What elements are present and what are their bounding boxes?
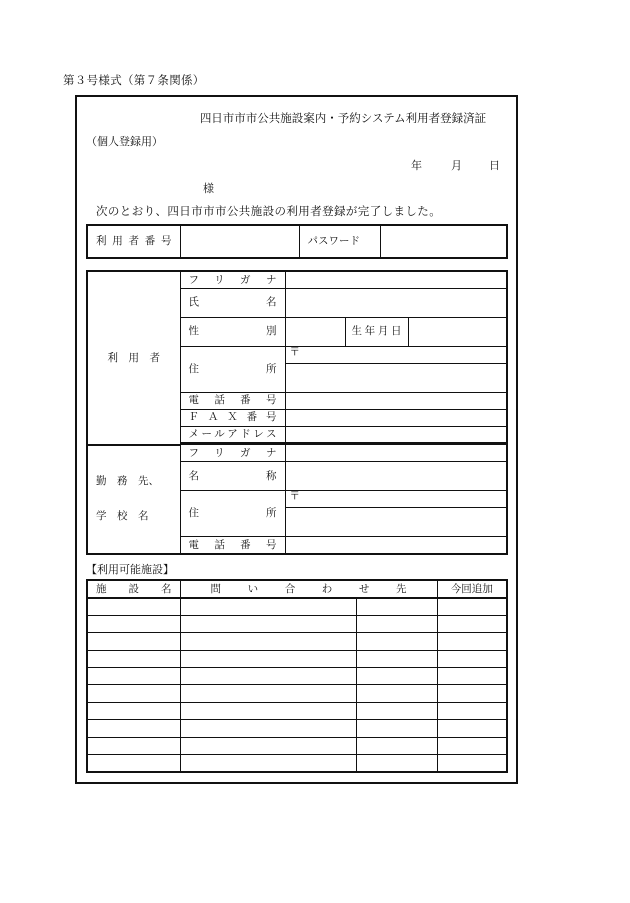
- work-section-label-line1: 勤 務 先、: [96, 474, 159, 487]
- work-phone-label-text: 電話番号: [188, 538, 277, 551]
- user-phone-field[interactable]: [285, 392, 507, 409]
- user-section-label-text: 利 用 者: [107, 351, 160, 364]
- date-day-label: 日: [489, 159, 500, 172]
- table-row: [87, 755, 507, 772]
- facility-name-header: [87, 580, 180, 598]
- certificate-title-text: 四日市市市公共施設案内・予約システム利用者登録済証: [199, 111, 487, 125]
- facility-name-cell[interactable]: [87, 668, 180, 685]
- work-furigana-label-text: フリガナ: [188, 446, 277, 459]
- user-phone-label-text: 電話番号: [188, 394, 277, 407]
- user-furigana-label-text: フリガナ: [188, 273, 277, 286]
- contact-name-cell[interactable]: [180, 633, 356, 650]
- fax-field[interactable]: [285, 409, 507, 426]
- lead-text: 次のとおり、四日市市市公共施設の利用者登録が完了しました。: [96, 204, 442, 218]
- added-flag-cell[interactable]: [437, 650, 507, 667]
- table-row: [87, 737, 507, 754]
- work-section-label-line2: 学 校 名: [96, 510, 149, 522]
- fax-label-text: ＦＡＸ番号: [188, 411, 277, 424]
- added-flag-cell[interactable]: [437, 615, 507, 632]
- user-name-field[interactable]: [285, 288, 507, 317]
- contact-name-cell[interactable]: [180, 615, 356, 632]
- contact-phone-cell[interactable]: [356, 720, 437, 737]
- registration-type: （個人登録用）: [86, 135, 163, 148]
- contact-phone-cell[interactable]: [356, 737, 437, 754]
- birthdate-label-text: 生年月日: [351, 325, 402, 338]
- facility-name-cell[interactable]: [87, 598, 180, 615]
- contact-phone-cell[interactable]: [356, 615, 437, 632]
- birthdate-label: [345, 317, 408, 346]
- email-field[interactable]: [285, 426, 507, 443]
- work-name-field[interactable]: [285, 462, 507, 491]
- user-furigana-field[interactable]: [285, 271, 507, 288]
- date-year-label: 年: [411, 159, 422, 172]
- facilities-section-label: 【利用可能施設】: [86, 563, 174, 576]
- user-phone-label: [180, 392, 285, 409]
- password-value[interactable]: [380, 225, 507, 258]
- added-flag-cell[interactable]: [437, 598, 507, 615]
- contact-phone-cell[interactable]: [356, 668, 437, 685]
- user-postal-field[interactable]: [285, 346, 507, 363]
- contact-header: [180, 580, 437, 598]
- user-postal-mark: 〒: [289, 346, 300, 358]
- table-row: [87, 598, 507, 615]
- honorific: 様: [203, 182, 214, 195]
- work-address-label: [180, 491, 285, 537]
- added-this-time-header: [437, 580, 507, 598]
- user-address-field[interactable]: [285, 363, 507, 392]
- added-flag-cell[interactable]: [437, 737, 507, 754]
- facility-name-cell[interactable]: [87, 755, 180, 772]
- user-number-label-text: 利用者番号: [96, 235, 172, 248]
- email-label-text: メールアドレス: [188, 428, 277, 440]
- contact-phone-cell[interactable]: [356, 685, 437, 702]
- fax-label: [180, 409, 285, 426]
- user-address-label: [180, 346, 285, 392]
- table-row: [87, 633, 507, 650]
- user-name-label: [180, 288, 285, 317]
- contact-phone-cell[interactable]: [356, 650, 437, 667]
- added-flag-cell[interactable]: [437, 702, 507, 719]
- gender-label-text: 性 別: [188, 325, 277, 338]
- facility-name-cell[interactable]: [87, 720, 180, 737]
- user-number-label: [87, 225, 180, 258]
- gender-label: [180, 317, 285, 346]
- email-label: [180, 426, 285, 443]
- birthdate-field[interactable]: [408, 317, 507, 346]
- work-name-label: [180, 462, 285, 491]
- contact-name-cell[interactable]: [180, 755, 356, 772]
- user-section-label: [87, 271, 180, 445]
- contact-name-cell[interactable]: [180, 702, 356, 719]
- contact-name-cell[interactable]: [180, 685, 356, 702]
- work-furigana-field[interactable]: [285, 445, 507, 462]
- certificate-title: [0, 110, 630, 126]
- facility-rows: [87, 598, 507, 772]
- table-row: [87, 650, 507, 667]
- work-phone-field[interactable]: [285, 537, 507, 554]
- table-row: [87, 702, 507, 719]
- added-flag-cell[interactable]: [437, 720, 507, 737]
- facility-name-cell[interactable]: [87, 702, 180, 719]
- added-flag-cell[interactable]: [437, 685, 507, 702]
- work-name-label-text: 名 称: [188, 469, 277, 482]
- user-number-value[interactable]: [180, 225, 299, 258]
- contact-phone-cell[interactable]: [356, 633, 437, 650]
- facility-name-cell[interactable]: [87, 685, 180, 702]
- facility-name-cell[interactable]: [87, 737, 180, 754]
- gender-field[interactable]: [285, 317, 345, 346]
- contact-name-cell[interactable]: [180, 650, 356, 667]
- registration-details-table: [86, 270, 508, 555]
- work-section-label: [87, 445, 180, 554]
- contact-name-cell[interactable]: [180, 720, 356, 737]
- facility-name-cell[interactable]: [87, 650, 180, 667]
- table-row: [87, 668, 507, 685]
- work-phone-label: [180, 537, 285, 554]
- contact-phone-cell[interactable]: [356, 702, 437, 719]
- date-month-label: 月: [451, 159, 462, 172]
- contact-phone-cell[interactable]: [356, 598, 437, 615]
- work-furigana-label: [180, 445, 285, 462]
- work-postal-field[interactable]: [285, 491, 507, 508]
- user-address-label-text: 住 所: [188, 362, 277, 375]
- contact-header-text: 問い合わせ先: [210, 582, 407, 595]
- added-flag-cell[interactable]: [437, 755, 507, 772]
- added-this-time-header-text: 今回追加: [450, 582, 493, 595]
- facility-name-header-text: 施設名: [96, 582, 172, 595]
- contact-name-cell[interactable]: [180, 598, 356, 615]
- table-row: [87, 720, 507, 737]
- user-name-label-text: 氏 名: [188, 296, 277, 309]
- facility-name-cell[interactable]: [87, 633, 180, 650]
- added-flag-cell[interactable]: [437, 633, 507, 650]
- form-number: 第３号様式（第７条関係）: [63, 73, 205, 87]
- table-row: [87, 615, 507, 632]
- facilities-table: [86, 579, 508, 773]
- added-flag-cell[interactable]: [437, 668, 507, 685]
- work-postal-mark: 〒: [289, 490, 300, 502]
- credentials-table: [86, 224, 508, 259]
- user-furigana-label: [180, 271, 285, 288]
- password-label: パスワード: [299, 225, 380, 258]
- contact-phone-cell[interactable]: [356, 755, 437, 772]
- facility-name-cell[interactable]: [87, 615, 180, 632]
- work-address-label-text: 住 所: [188, 507, 277, 520]
- contact-name-cell[interactable]: [180, 668, 356, 685]
- table-row: [87, 685, 507, 702]
- work-address-field[interactable]: [285, 508, 507, 537]
- contact-name-cell[interactable]: [180, 737, 356, 754]
